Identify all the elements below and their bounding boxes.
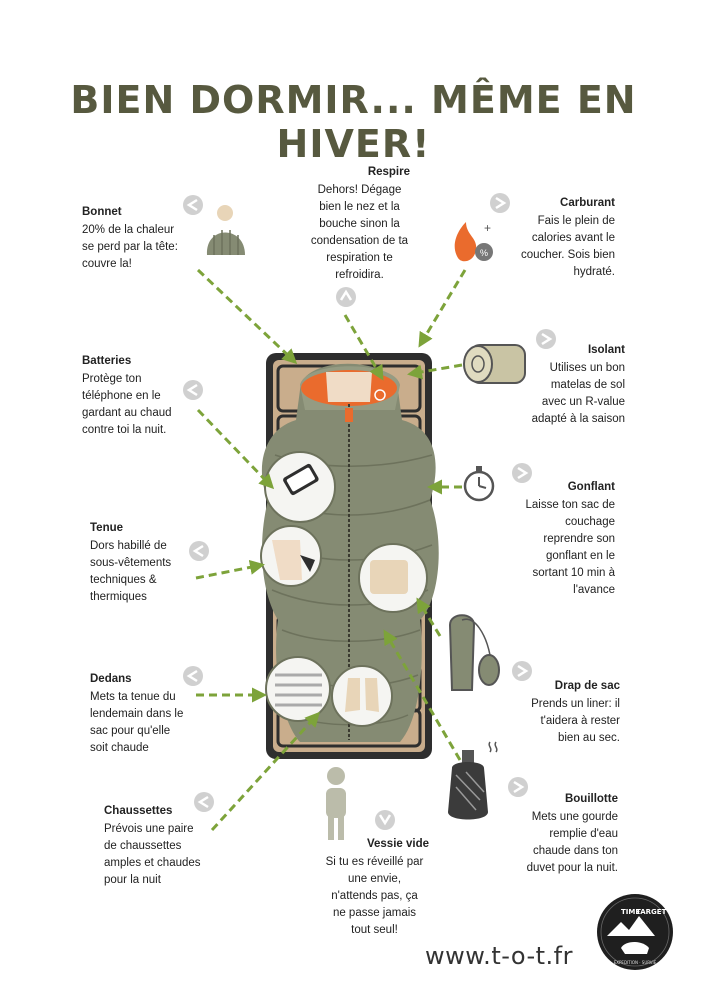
beanie-icon <box>207 205 245 255</box>
tip-vessie <box>312 836 437 939</box>
tip-drap <box>495 678 620 747</box>
tip-gonflant-title: Gonflant <box>567 481 615 493</box>
tip-bonnet-title: Bonnet <box>82 206 122 218</box>
svg-text:+: + <box>484 221 492 235</box>
tip-bonnet <box>82 204 212 273</box>
person-icon <box>326 767 346 840</box>
website-link[interactable]: www.t-o-t.fr <box>425 942 573 970</box>
tip-chaussettes-text: Prévois une paire de chaussettes amples et chaudes pour la nuit <box>104 823 201 886</box>
tip-dedans-title: Dedans <box>90 673 132 685</box>
clothes-circle <box>266 657 330 721</box>
tip-batteries <box>82 353 202 439</box>
tip-batteries-text: Protège ton téléphone en le gardant au chaud contre toi la nuit. <box>82 373 172 436</box>
tip-bouillotte <box>498 791 618 877</box>
tip-vessie-text: Si tu es réveillé par une envie, n'attends pas, ça ne passe jamais tout seul! <box>325 856 424 936</box>
tip-dedans <box>90 671 210 757</box>
tip-respire-title: Respire <box>367 166 410 178</box>
pad-circle <box>359 544 427 612</box>
tip-bonnet-text: 20% de la chaleur se perd par la tête: couvre la! <box>82 224 178 270</box>
fire-percent-icon <box>455 221 493 261</box>
tip-isolant <box>505 342 625 428</box>
tip-tenue-text: Dors habillé de sous-vêtements techniques & thermiques <box>90 540 172 603</box>
tip-batteries-title: Batteries <box>82 355 132 367</box>
tip-carburant <box>495 195 615 281</box>
phone-circle <box>265 452 335 522</box>
socks-circle <box>332 666 392 726</box>
tip-dedans-text: Mets ta tenue du lendemain dans le sac pour qu'elle soit chaude <box>90 691 184 754</box>
tip-chaussettes-title: Chaussettes <box>104 805 173 817</box>
tip-drap-text: Prends un liner: il t'aidera à rester bien au sec. <box>531 698 620 744</box>
time-on-target-logo <box>595 892 675 972</box>
tip-gonflant-text: Laisse ton sac de couchage reprendre son gonflant en le sortant 10 min à l'avance <box>525 499 615 596</box>
page-title: BIEN DORMIR... MÊME EN HIVER! <box>70 78 637 166</box>
underwear-circle <box>261 526 321 586</box>
tip-bouillotte-title: Bouillotte <box>564 793 618 805</box>
logo-text-bottom: EXPEDITION · SURVIE <box>613 960 657 965</box>
liner-bag-icon <box>450 615 499 690</box>
logo-text-top: TIME <box>621 908 641 916</box>
tip-drap-title: Drap de sac <box>554 680 620 692</box>
tip-tenue-title: Tenue <box>90 522 124 534</box>
tip-isolant-title: Isolant <box>587 344 625 356</box>
tip-vessie-title: Vessie vide <box>366 838 429 850</box>
svg-text:%: % <box>479 248 489 258</box>
stopwatch-icon <box>465 466 493 500</box>
tip-tenue <box>90 520 210 606</box>
tip-chaussettes <box>104 803 229 889</box>
tip-carburant-text: Fais le plein de calories avant le coucher. Sois bien hydraté. <box>521 215 615 278</box>
tip-bouillotte-text: Mets une gourde remplie d'eau chaude dans ton duvet pour la nuit. <box>526 811 618 874</box>
tip-carburant-title: Carburant <box>560 197 615 209</box>
tip-isolant-text: Utilises un bon matelas de sol avec un R-value adapté à la saison <box>531 362 625 425</box>
logo-text-mid: TARGET <box>636 908 667 916</box>
tip-respire <box>297 164 422 284</box>
tip-respire-text: Dehors! Dégage bien le nez et la bouche sinon la condensation de ta respiration te refroidira. <box>310 184 409 281</box>
tip-gonflant <box>500 479 615 599</box>
